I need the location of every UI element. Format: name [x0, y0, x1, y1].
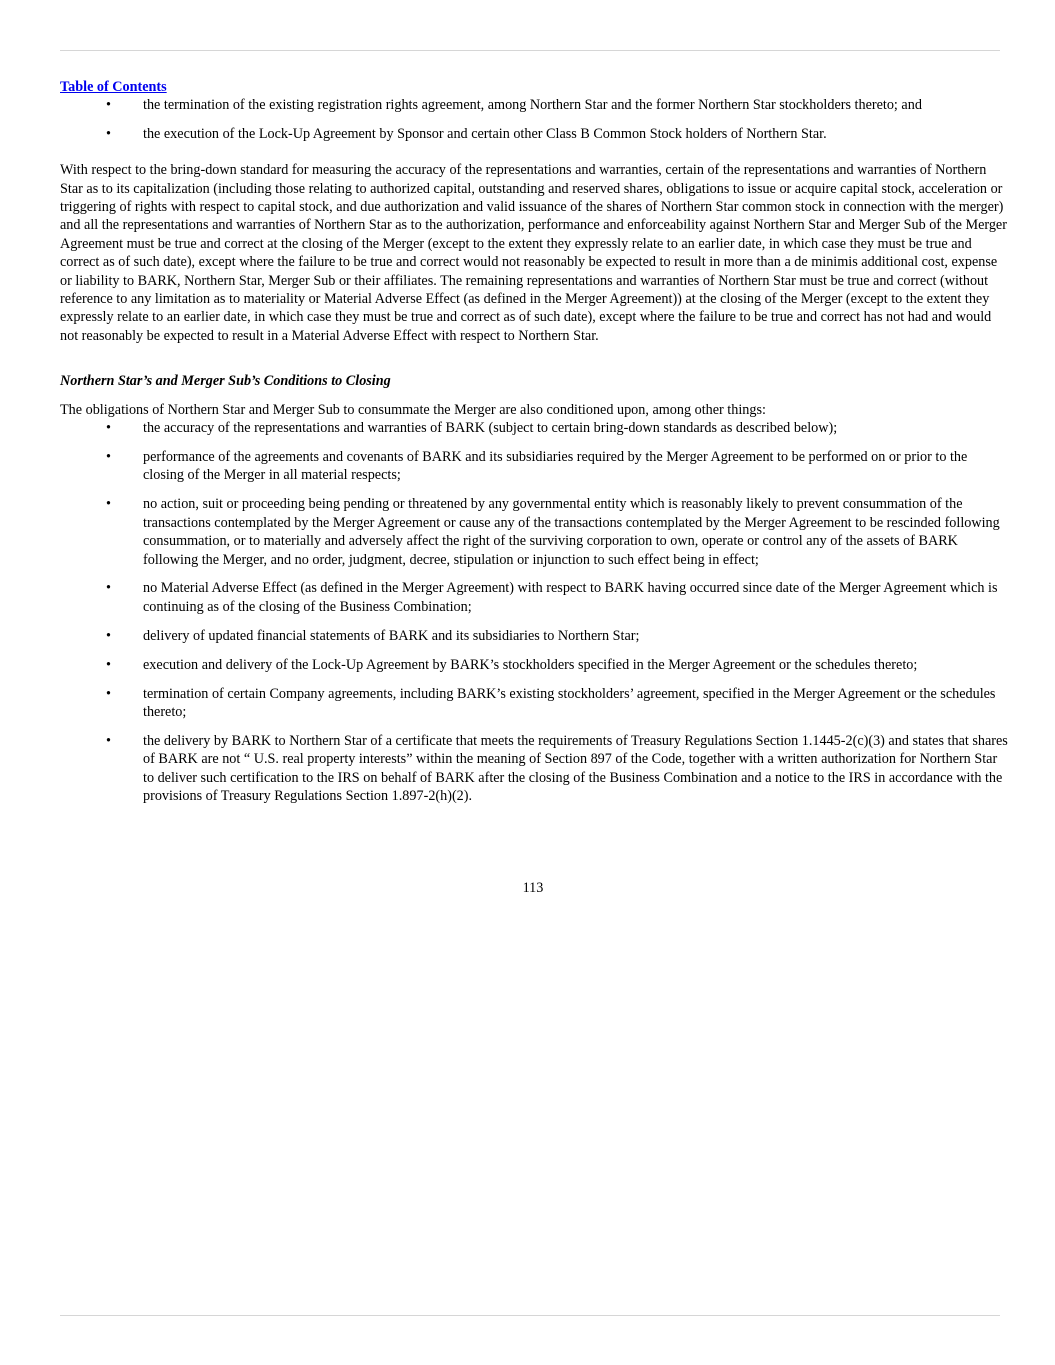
page-number: 113: [522, 880, 544, 896]
bullet-icon: •: [106, 685, 111, 702]
list-item: [60, 419, 1008, 437]
list-item-text: the execution of the Lock-Up Agreement by Sponsor and certain other Class B Common Stock holders of Northern Star.: [143, 126, 827, 143]
table-of-contents-link[interactable]: Table of Contents: [60, 79, 167, 95]
page-content: [60, 78, 1008, 816]
list-item: [60, 579, 1008, 616]
list-item: [60, 732, 1008, 806]
bullet-icon: •: [106, 732, 111, 749]
bullet-icon: •: [106, 496, 111, 513]
list-item-text: the termination of the existing registration rights agreement, among Northern Star and the former Northern Star stockholders thereto; and: [143, 97, 922, 114]
list-item: [60, 685, 1008, 722]
list-item-text: performance of the agreements and covenants of BARK and its subsidiaries required by the Merger Agreement to be performed on or prior to the closing of the Merger in all material respects;: [143, 449, 968, 484]
bring-down-standard-paragraph: With respect to the bring-down standard for measuring the accuracy of the representations and warranties, certain of the representations and warranties of Northern Star as to its capitalization (including those relating to authorized capital, outstanding and reserved shares, obligations to issue or acquire capital stock, acceleration or triggering of rights with respect to capital stock, and due authorization and valid issuance of the shares of Northern Star common stock in connection with the merger) and all the representations and warranties of Northern Star as to the authorization, performance and enforceability against Northern Star and Merger Sub of the Merger Agreement must be true and correct at the closing of the Merger (except to the extent they expressly relate to an earlier date, in which case they must be true and correct as of such date), except where the failure to be true and correct would not reasonably be expected to result in more than a de minimis additional cost, expense or liability to BARK, Northern Star, Merger Sub or their affiliates. The remaining representations and warranties of Northern Star must be true and correct (without reference to any limitation as to materiality or Material Adverse Effect (as defined in the Merger Agreement)) at the closing of the Merger (except to the extent they expressly relate to an earlier date, in which case they must be true and correct as of such date), except where the failure to be true and correct has not had and would not reasonably be expected to result in a Material Adverse Effect with respect to Northern Star.: [60, 162, 1007, 344]
bullet-icon: •: [106, 97, 111, 114]
bullet-icon: •: [106, 449, 111, 465]
section-heading: Northern Star’s and Merger Sub’s Conditions to Closing: [60, 373, 391, 390]
list-item: [60, 96, 1008, 114]
list-item-text: the delivery by BARK to Northern Star of a certificate that meets the requirements of Treasury Regulations Section 1.1445-2(c)(3) and states that shares of BARK are not “ U.S. real property interests” within the meaning of Section 897 of the Code, together with a written authorization for Northern Star to deliver such certification to the IRS on behalf of BARK after the closing of the Business Combination and a notice to the IRS in accordance with the provisions of Treasury Regulations Section 1.897-2(h)(2).: [143, 732, 1008, 805]
list-item-text: no action, suit or proceeding being pending or threatened by any governmental entity which is reasonably likely to prevent consummation of the transactions contemplated by the Merger Agreement or cause any of the transactions contemplated by the Merger Agreement to be rescinded following consummation, or to materially and adversely affect the right of the surviving corporation to own, operate or control any of the assets of BARK following the Merger, and no order, judgment, decree, stipulation or injunction to such effect being in effect;: [143, 496, 1000, 568]
list-item: [60, 448, 1008, 485]
bullet-icon: •: [106, 580, 111, 597]
list-item: [60, 627, 1008, 645]
list-item: [60, 125, 1008, 143]
list-item-text: delivery of updated financial statements of BARK and its subsidiaries to Northern Star;: [143, 627, 640, 644]
conditions-list: [60, 419, 1008, 805]
bullet-icon: •: [106, 420, 111, 437]
bullet-icon: •: [106, 126, 111, 143]
list-item: [60, 495, 1008, 569]
top-divider: [60, 50, 1000, 51]
list-item: [60, 656, 1008, 674]
bullet-icon: •: [106, 627, 111, 644]
conditions-intro-paragraph: The obligations of Northern Star and Merger Sub to consummate the Merger are also conditioned upon, among other things:: [60, 401, 766, 418]
list-item-text: no Material Adverse Effect (as defined in the Merger Agreement) with respect to BARK having occurred since date of the Merger Agreement which is continuing as of the closing of the Business Combination;: [143, 580, 998, 615]
bottom-divider: [60, 1315, 1000, 1316]
top-bullet-list: [60, 96, 1008, 143]
list-item-text: execution and delivery of the Lock-Up Agreement by BARK’s stockholders specified in the Merger Agreement or the schedules thereto;: [143, 656, 918, 673]
list-item-text: the accuracy of the representations and warranties of BARK (subject to certain bring-down standards as described below);: [143, 420, 838, 437]
bullet-icon: •: [106, 656, 111, 673]
list-item-text: termination of certain Company agreements, including BARK’s existing stockholders’ agreement, specified in the Merger Agreement or the schedules thereto;: [143, 685, 996, 720]
